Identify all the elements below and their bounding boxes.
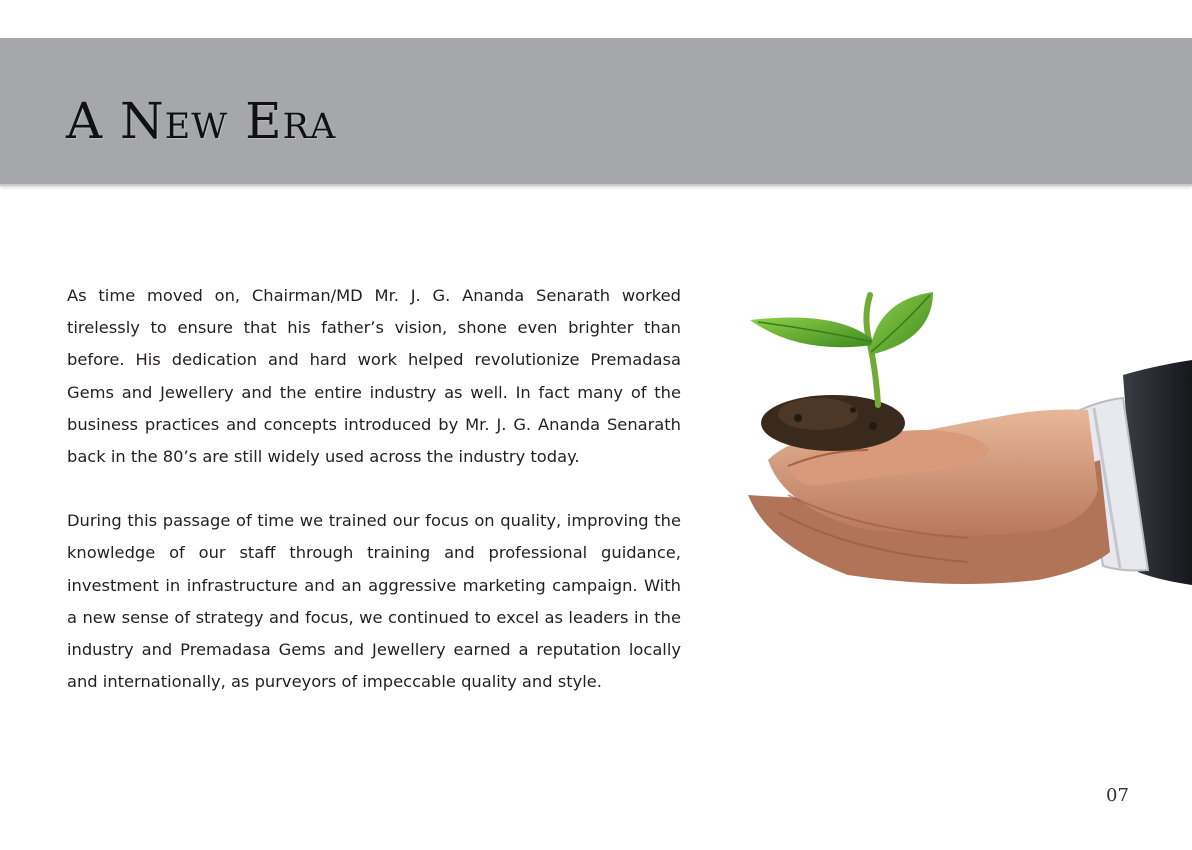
paragraph: As time moved on, Chairman/MD Mr. J. G. Ananda Senarath worked tirelessly to ensure that his father’s vision, shone even brighter than before. His dedication and hard work helped revolutionize Premadasa Gems and Jewellery and the entire industry as well. In fact many of the business practices and concepts introduced by Mr. J. G. Ananda Senarath back in the 80’s are still widely used across the industry today.: [67, 286, 681, 467]
page-title: A New Era: [66, 92, 337, 150]
paragraph: During this passage of time we trained our focus on quality, improving the knowledge of our staff through training and professional guidance, investment in infrastructure and an aggressive marketing campaign. With a new sense of strategy and focus, we continued to excel as leaders in the industry and Premadasa Gems and Jewellery earned a reputation locally and internationally, as purveyors of impeccable quality and style.: [67, 511, 681, 692]
body-text: [67, 280, 681, 730]
page-number: 07: [1106, 785, 1129, 806]
seedling-in-hands-icon: [728, 280, 1192, 600]
